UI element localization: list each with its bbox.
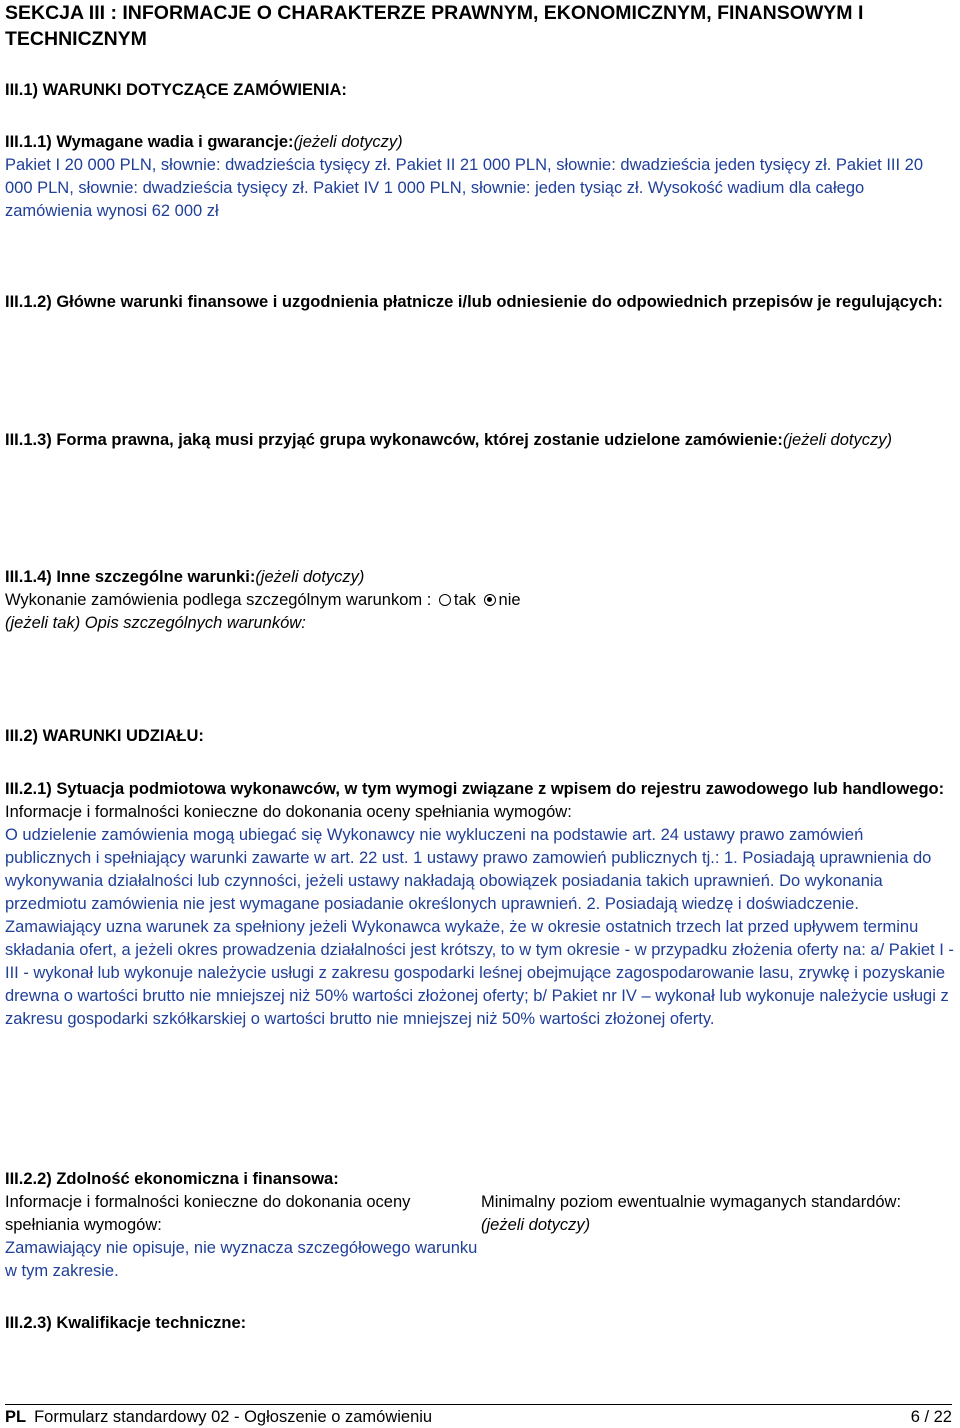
participation-conditions-text: O udzielenie zamówienia mogą ubiegać się Wykonawcy nie wykluczeni na podstawie art. 24 ustawy prawo zamówień publicznych i spełniający warunki zawarte w art. 22 ust. 1 ustawy prawo zamowień publicznych tj.: 1. Posiadają uprawnienia do wykonywania działalności lub czynności, jeżeli ustawy nakładają obowiązek posiadania takich uprawnień. Do wykonania przedmiotu zamówienia nie jest wymagane posiadanie określonych uprawnień. 2. Posiadają wiedzę i doświadczenie. Zamawiający uzna warunek za spełniony jeżeli Wykonawca wykaże, że w okresie ostatnich trzech lat przed upływem terminu składania ofert, a jeżeli okres prowadzenia działalności jest krótszy, to w tym okresie - w przypadku złożenia oferty na: a/ Pakiet I -III - wykonał lub wykonuje należycie usługi z zakresu gospodarki leśnej obejmujące zagospodarowanie lasu, zrywkę i pozyskanie drewna o wartości brutto nie mniejszej niż 50% wartości złożonej oferty; b/ Pakiet nr IV – wykonał lub wykonuje należycie usługi z zakresu gospodarki szkółkarskiej o wartości brutto nie mniejszej niż 50% wartości złożonej oferty. <box>5 826 954 1028</box>
economic-right-column <box>481 1191 941 1237</box>
note-3-1-3: (jeżeli dotyczy) <box>782 431 892 449</box>
special-conditions-question: Wykonanie zamówienia podlega szczególnym warunkom : <box>5 591 432 609</box>
footer-form: Formularz standardowy 02 - Ogłoszenie o zamówieniu <box>34 1408 433 1426</box>
section-3-1-1 <box>5 131 954 223</box>
note-3-1-4: (jeżeli dotyczy) <box>255 568 365 586</box>
heading-3-1: III.1) WARUNKI DOTYCZĄCE ZAMÓWIENIA: <box>5 81 347 99</box>
economic-left-text: Zamawiający nie opisuje, nie wyznacza szczegółowego warunku w tym zakresie. <box>5 1239 478 1280</box>
section-3-1-4 <box>5 566 954 635</box>
heading-3-2-3: III.2.3) Kwalifikacje techniczne: <box>5 1314 247 1332</box>
footer-page-number: 6 / 22 <box>910 1408 952 1426</box>
section-3-1-3 <box>5 429 954 452</box>
economic-right-label: Minimalny poziom ewentualnie wymaganych standardów: <box>481 1193 902 1211</box>
heading-3-1-1: III.1.1) Wymagane wadia i gwarancje: <box>5 133 294 151</box>
section-title: SEKCJA III : INFORMACJE O CHARAKTERZE PRAWNYM, EKONOMICZNYM, FINANSOWYM I TECHNICZNYM <box>5 2 864 50</box>
heading-3-2-1: III.2.1) Sytuacja podmiotowa wykonawców, w tym wymogi związane z wpisem do rejestru zawodowego lub handlowego: <box>5 780 945 798</box>
economic-right-note: (jeżeli dotyczy) <box>481 1216 591 1234</box>
radio-tak-icon[interactable] <box>439 594 451 606</box>
heading-3-1-2: III.1.2) Główne warunki finansowe i uzgodnienia płatnicze i/lub odniesienie do odpowiednich przepisów je regulujących: <box>5 293 943 311</box>
heading-3-1-3: III.1.3) Forma prawna, jaką musi przyjąć grupa wykonawców, której zostanie udzielone zamówienie: <box>5 431 783 449</box>
special-conditions-row <box>5 589 954 612</box>
radio-nie-label: nie <box>498 591 521 609</box>
heading-3-1-4: III.1.4) Inne szczególne warunki: <box>5 568 256 586</box>
radio-nie-icon[interactable] <box>484 594 496 606</box>
economic-left-column <box>5 1191 481 1283</box>
section-3-2-1 <box>5 778 954 1031</box>
heading-3-2: III.2) WARUNKI UDZIAŁU: <box>5 727 204 745</box>
radio-tak-label: tak <box>453 591 476 609</box>
footer-lang: PL <box>5 1408 27 1426</box>
economic-left-label: Informacje i formalności konieczne do dokonania oceny spełniania wymogów: <box>5 1193 411 1234</box>
wadium-text: Pakiet I 20 000 PLN, słownie: dwadzieścia tysięcy zł. Pakiet II 21 000 PLN, słownie: dwadzieścia jeden tysięcy zł. Pakiet III 20 000 PLN, słownie: dwadzieścia tysięcy zł. Pakiet IV 1 000 PLN, słownie: jeden tysiąc zł. Wysokość wadium dla całego zamówienia wynosi 62 000 zł <box>5 156 924 220</box>
page-footer <box>5 1404 952 1428</box>
footer-divider <box>5 1404 952 1405</box>
note-3-1-1: (jeżeli dotyczy) <box>293 133 403 151</box>
assessment-label: Informacje i formalności konieczne do dokonania oceny spełniania wymogów: <box>5 803 572 821</box>
footer-left <box>5 1408 432 1427</box>
special-conditions-description-label: (jeżeli tak) Opis szczególnych warunków: <box>5 614 306 632</box>
heading-3-2-2: III.2.2) Zdolność ekonomiczna i finansowa: <box>5 1170 339 1188</box>
